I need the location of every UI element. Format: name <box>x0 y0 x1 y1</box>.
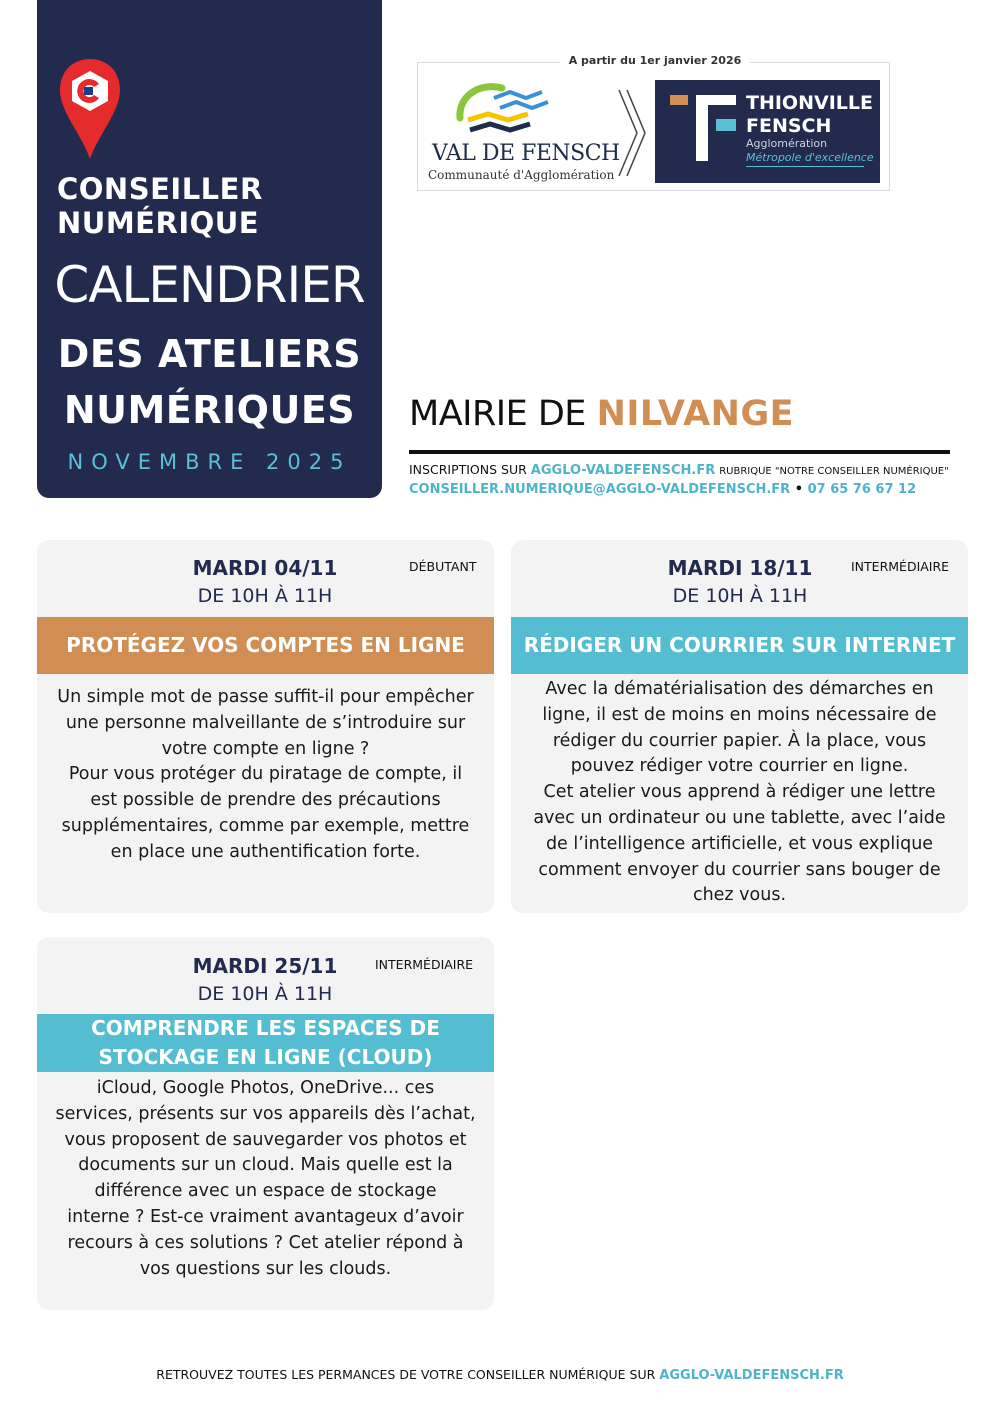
description-line: iCloud, Google Photos, OneDrive... ces <box>96 1078 435 1098</box>
footer-text: RETROUVEZ TOUTES LES PERMANCES DE VOTRE CONSEILLER NUMÉRIQUE SUR <box>156 1367 656 1382</box>
description-line: ligne, il est de moins en moins nécessaire de <box>542 704 937 725</box>
description-line: une personne malveillante de s’introduire sur <box>65 712 466 733</box>
workshop-title: RÉDIGER UN COURRIER SUR INTERNET <box>523 633 956 657</box>
description-line: en place une authentification forte. <box>110 841 421 862</box>
inscriptions-lead: INSCRIPTIONS SUR <box>409 462 527 477</box>
description-line: vous proposent de sauvegarder vos photos et <box>64 1129 467 1150</box>
footer-site-link[interactable]: AGGLO-VALDEFENSCH.FR <box>659 1368 844 1383</box>
description-line: avec un ordinateur ou une tablette, avec l’aide <box>533 807 946 828</box>
description-line: Un simple mot de passe suffit-il pour empêcher <box>57 687 474 707</box>
workshop-title: PROTÉGEZ VOS COMPTES EN LIGNE <box>66 633 465 657</box>
tf-subtitle: Agglomération <box>746 137 828 150</box>
workshop-date: MARDI 04/11 <box>192 556 338 580</box>
workshop-level: INTERMÉDIAIRE <box>375 957 474 972</box>
month-label: NOVEMBRE 2025 <box>67 450 352 474</box>
tf-name-line-2: FENSCH <box>746 115 832 137</box>
workshop-description <box>37 1076 494 1282</box>
ateliers-line-2: NUMÉRIQUES <box>63 388 356 432</box>
chevron-right-icon <box>615 88 651 178</box>
description-line: interne ? Est-ce vraiment avantageux d’avoir <box>67 1206 464 1227</box>
contact-line <box>409 482 916 497</box>
description-line: recours à ces solutions ? Cet atelier répond à <box>67 1232 464 1253</box>
description-line: pouvez rédiger votre courrier en ligne. <box>570 756 909 777</box>
workshop-title-line-1: COMPRENDRE LES ESPACES DE <box>91 1016 440 1040</box>
inscriptions-site-link[interactable]: AGGLO-VALDEFENSCH.FR <box>530 463 716 478</box>
val-de-fensch-name: VAL DE FENSCH <box>432 141 620 166</box>
description-line: est possible de prendre des précautions <box>90 790 441 811</box>
logo-date-note: A partir du 1er janvier 2026 <box>560 54 750 67</box>
workshop-time: DE 10H À 11H <box>672 585 808 607</box>
description-line: Cet atelier vous apprend à rédiger une lettre <box>543 782 936 803</box>
conseiller-numerique-logo-icon <box>58 57 122 161</box>
workshop-description <box>511 677 968 909</box>
contact-separator: • <box>794 482 804 497</box>
description-line: documents sur un cloud. Mais quelle est la <box>78 1155 453 1176</box>
tf-underline <box>746 166 864 167</box>
workshop-date: MARDI 25/11 <box>192 954 338 978</box>
workshop-level: DÉBUTANT <box>409 559 477 574</box>
val-de-fensch-logo-icon <box>450 78 550 144</box>
description-line: différence avec un espace de stockage <box>94 1181 437 1202</box>
calendar-heading: CALENDRIER <box>54 256 365 314</box>
ateliers-line-1: DES ATELIERS <box>57 332 362 376</box>
description-line: votre compte en ligne ? <box>161 738 370 759</box>
workshop-title-band <box>37 1014 494 1072</box>
description-line: Pour vous protéger du piratage de compte, il <box>68 764 463 785</box>
description-line: comment envoyer du courrier sans bouger de <box>538 859 941 880</box>
mairie-title <box>409 394 794 434</box>
workshop-title-band <box>511 617 968 674</box>
description-line: rédiger du courrier papier. À la place, vous <box>552 730 927 751</box>
tf-name-line-1: THIONVILLE <box>746 92 873 114</box>
workshop-description <box>37 685 494 866</box>
description-line: services, présents sur vos appareils dès l’achat, <box>55 1103 476 1124</box>
tf-tagline: Métropole d'excellence <box>746 151 874 164</box>
workshop-title-line-2: STOCKAGE EN LIGNE (CLOUD) <box>98 1045 433 1069</box>
mairie-prefix: MAIRIE DE <box>409 394 586 434</box>
inscriptions-line <box>409 462 949 478</box>
thionville-fensch-mark-icon <box>668 93 738 163</box>
contact-phone[interactable]: 07 65 76 67 12 <box>807 482 917 497</box>
divider <box>409 450 950 454</box>
val-de-fensch-subtitle: Communauté d'Agglomération <box>428 168 615 182</box>
workshop-date: MARDI 18/11 <box>667 556 813 580</box>
description-line: supplémentaires, comme par exemple, mettre <box>61 815 470 836</box>
footer <box>0 1367 1000 1383</box>
inscriptions-rubrique: RUBRIQUE "NOTRE CONSEILLER NUMÉRIQUE" <box>719 466 949 477</box>
thionville-fensch-name <box>746 92 873 138</box>
mairie-town: NILVANGE <box>596 394 795 434</box>
workshop-time: DE 10H À 11H <box>197 983 333 1005</box>
ateliers-heading <box>37 326 382 438</box>
workshop-time: DE 10H À 11H <box>197 585 333 607</box>
contact-email-link[interactable]: CONSEILLER.NUMERIQUE@AGGLO-VALDEFENSCH.FR <box>409 482 791 497</box>
description-line: vos questions sur les clouds. <box>139 1258 392 1279</box>
workshop-title-band <box>37 617 494 674</box>
conseiller-numerique-title: CONSEILLER NUMÉRIQUE <box>57 172 263 240</box>
description-line: de l’intelligence artificielle, et vous explique <box>545 833 934 854</box>
workshop-level: INTERMÉDIAIRE <box>851 559 950 574</box>
description-line: chez vous. <box>692 885 787 906</box>
description-line: Avec la dématérialisation des démarches en <box>545 679 934 699</box>
